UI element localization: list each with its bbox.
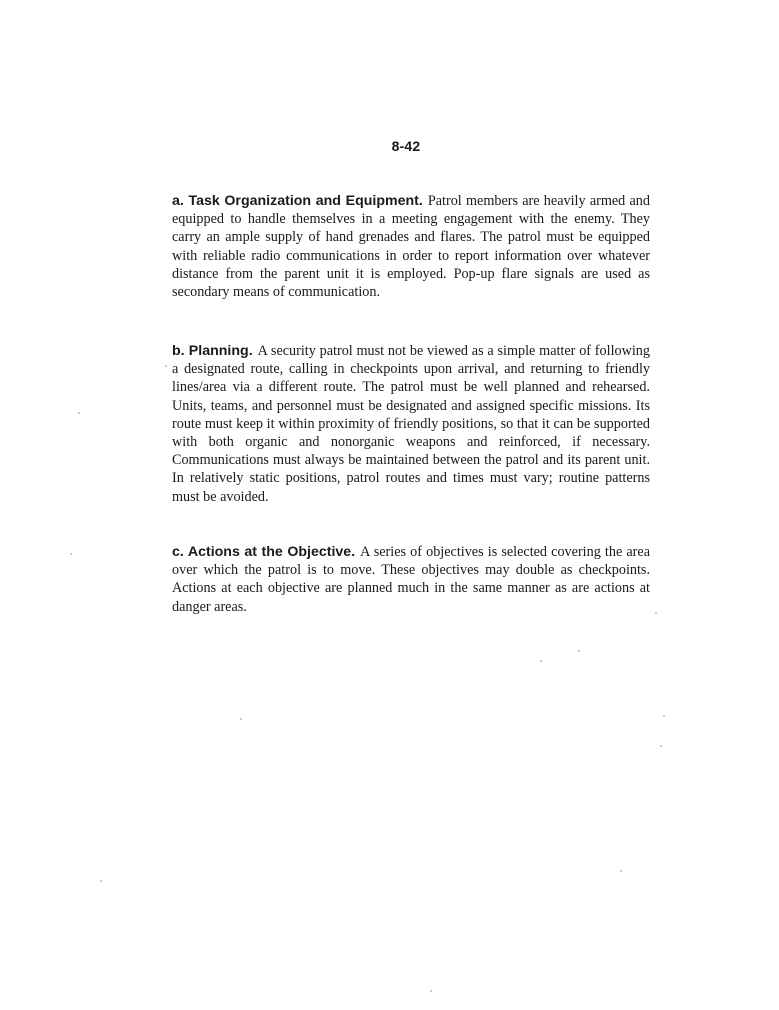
section-body: Patrol members are heavily armed and equipped to handle themselves in a meeting engagement with the enemy. They carry an ample supply of hand grenades and flares. The patrol must be equipped with reliable radio communications in order to report information over whatever distance from the parent unit it is employed. Pop-up flare signals are used as secondary means of communication. bbox=[172, 193, 650, 301]
section-body: A series of objectives is selected covering the area over which the patrol is to move. These objectives may double as checkpoints. Actions at each objective are planned much in the same manner as are actions at danger areas. bbox=[172, 544, 650, 615]
scan-speck bbox=[663, 715, 665, 717]
scan-speck bbox=[620, 870, 622, 872]
section-task-organization bbox=[172, 192, 650, 301]
scan-speck bbox=[430, 990, 432, 992]
scan-speck bbox=[540, 660, 542, 662]
scan-speck bbox=[578, 650, 580, 652]
scan-speck bbox=[100, 880, 102, 882]
section-body: A security patrol must not be viewed as a simple matter of following a designated route, calling in checkpoints upon arrival, and returning to friendly lines/area via a different route. The patrol must be well planned and rehearsed. Units, teams, and personnel must be designated and assigned specific missions. Its route must keep it within proximity of friendly positions, so that it can be supported with both organic and nonorganic weapons and reinforced, if necessary. Communications must always be maintained between the patrol and its parent unit. In relatively static positions, patrol routes and times must vary; routine patterns must be avoided. bbox=[172, 343, 650, 505]
scan-speck bbox=[655, 612, 657, 614]
section-heading: b. Planning. bbox=[172, 343, 253, 359]
section-heading: a. Task Organization and Equipment. bbox=[172, 193, 423, 209]
scan-speck bbox=[240, 718, 242, 720]
section-planning bbox=[172, 342, 650, 506]
page-number: 8-42 bbox=[391, 138, 421, 154]
scan-speck bbox=[78, 412, 80, 414]
section-actions-at-objective bbox=[172, 543, 650, 616]
section-heading: c. Actions at the Objective. bbox=[172, 544, 356, 560]
scan-speck bbox=[70, 553, 72, 555]
scan-speck bbox=[165, 365, 167, 367]
scan-speck bbox=[660, 745, 662, 747]
